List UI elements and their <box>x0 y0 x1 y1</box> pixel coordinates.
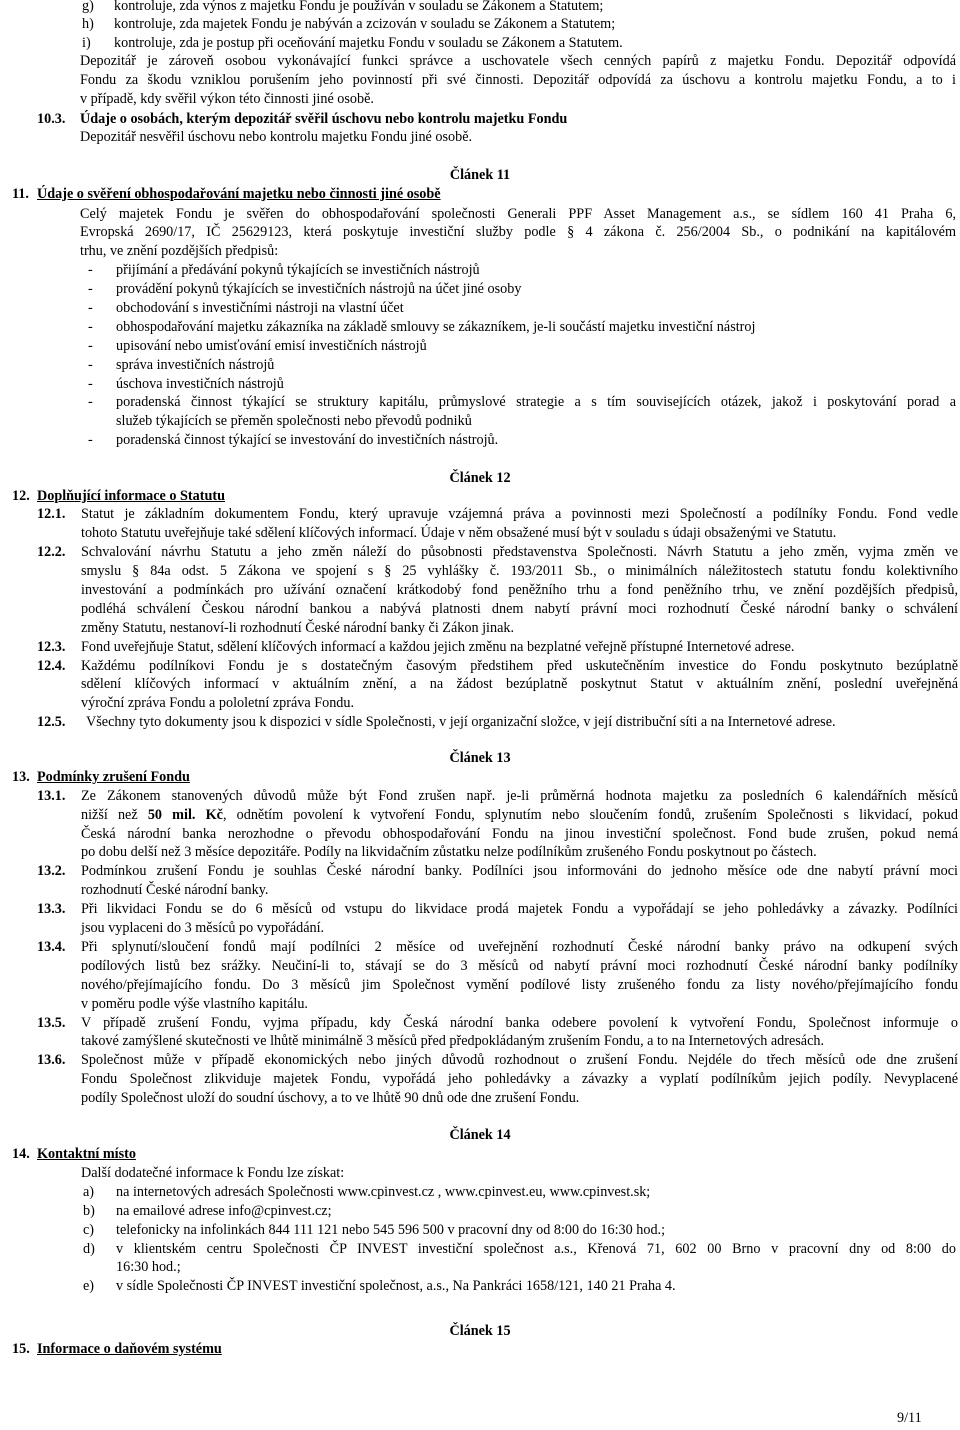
article-title: Podmínky zrušení Fondu <box>37 769 190 785</box>
section-number: 12.1. <box>37 506 66 522</box>
list-dash: - <box>88 338 93 354</box>
paragraph-line: podílových listů bez srážky. Neučiní-li to, stávají se do 3 měsíců od nabytí právní moci rozhodnutí České národní banky podílníky <box>81 958 958 974</box>
paragraph-line: Česká národní banka nerozhodne o převodu obhospodařování Fondu na jinou investiční společnost. Fond bude zrušen, pokud nemá <box>81 826 958 842</box>
list-marker: c) <box>83 1222 95 1238</box>
section-number: 13.6. <box>37 1052 66 1068</box>
article-heading: Článek 11 <box>449 167 511 183</box>
list-item: obchodování s investičními nástroji na vlastní účet <box>116 300 404 316</box>
list-marker: d) <box>83 1241 95 1257</box>
paragraph-line: Depozitář je zároveň osobou vykonávající funkci správce a uschovatele všech cenných papírů z majetku Fondu. Depozitář odpovídá <box>80 53 956 69</box>
paragraph-line: Statut je základním dokumentem Fondu, který upravuje vzájemná práva a povinnosti mezi Společností a podílníky Fondu. Fond vedle <box>81 506 958 522</box>
list-item: poradenská činnost týkající se investování do investičních nástrojů. <box>116 432 499 448</box>
paragraph-line: podléhá schválení Českou národní bankou a nabývá platnosti dnem nabytí právní moci rozhodnutí České národní banky o schválení <box>81 601 958 617</box>
list-dash: - <box>88 394 93 410</box>
article-title: Doplňující informace o Statutu <box>37 488 225 504</box>
paragraph-line: Podmínkou zrušení Fondu je souhlas České národní banky. Podílníci jsou informováni do jednoho měsíce ode dne nabytí právní moci <box>81 863 958 879</box>
list-item: na emailové adrese info@cpinvest.cz; <box>116 1203 332 1219</box>
paragraph-line <box>81 806 958 825</box>
list-dash: - <box>88 262 93 278</box>
paragraph-line: Celý majetek Fondu je svěřen do obhospodařování společnosti Generali PPF Asset Management a.s., se sídlem 160 41 Praha 6, <box>80 206 956 222</box>
page-number: 9/11 <box>897 1410 922 1426</box>
article-heading: Článek 13 <box>449 750 511 766</box>
list-dash: - <box>88 376 93 392</box>
paragraph-line: Při likvidaci Fondu se do 6 měsíců od vstupu do likvidace prodá majetek Fondu a vypořádají se jeho pohledávky a závazky. Podílníci <box>81 901 958 917</box>
list-marker: b) <box>83 1203 95 1219</box>
paragraph-line: takové zamýšlené skutečnosti ve lhůtě minimálně 3 měsíců před předpokládaným zrušením Fondu, a to na Internetových adresách. <box>81 1033 825 1049</box>
list-item-continuation: 16:30 hod.; <box>116 1259 181 1275</box>
list-dash: - <box>88 281 93 297</box>
list-marker: a) <box>83 1184 95 1200</box>
paragraph-line: rozhodnutí České národní banky. <box>81 882 269 898</box>
article-heading: Článek 15 <box>449 1323 511 1339</box>
paragraph-line: Ze Zákonem stanovených důvodů může být Fond zrušen např. je-li průměrná hodnota majetku za posledních 6 kalendářních měsíců <box>81 788 958 804</box>
paragraph-line: jsou vyplaceni do 3 měsíců po vypořádání. <box>81 920 325 936</box>
section-number: 12.2. <box>37 544 66 560</box>
paragraph-line: výroční zpráva Fondu a pololetní zpráva Fondu. <box>81 695 355 711</box>
paragraph-line: v poměru podle výše vlastního kapitálu. <box>81 996 308 1012</box>
article-number: 14. <box>12 1146 30 1162</box>
paragraph-line: Každému podílníkovi Fondu je s dostatečným časovým předstihem před uskutečněním investice do Fondu poskytnuto bezúplatně <box>81 658 958 674</box>
bold-amount: 50 mil. Kč <box>147 807 223 823</box>
article-number: 15. <box>12 1341 30 1357</box>
article-heading: Článek 14 <box>449 1127 511 1143</box>
list-marker-h: h) <box>82 16 94 32</box>
section-number: 13.1. <box>37 788 66 804</box>
list-item: správa investičních nástrojů <box>116 357 275 373</box>
list-item: úschova investičních nástrojů <box>116 376 284 392</box>
list-dash: - <box>88 300 93 316</box>
section-title: Údaje o osobách, kterým depozitář svěřil úschovu nebo kontrolu majetku Fondu <box>80 111 568 127</box>
article-title: Informace o daňovém systému <box>37 1341 222 1357</box>
paragraph-line: Evropská 2690/17, IČ 25629123, která poskytuje investiční služby podle § 4 zákona č. 256/2004 Sb., o podnikání na kapitálovém <box>80 224 956 240</box>
paragraph-line: v případě, kdy svěřil výkon této činnosti jiné osobě. <box>80 91 374 107</box>
list-dash: - <box>88 319 93 335</box>
list-item: telefonicky na infolinkách 844 111 121 nebo 545 596 500 v pracovní dny od 8:00 do 16:30 hod.; <box>116 1222 666 1238</box>
paragraph-line: Fondu Společnost zlikviduje majetek Fondu, vypořádá jeho pohledávky a závazky a vyplatí podílníkům jejich podíly. Nevyplacené <box>81 1071 958 1087</box>
section-number: 10.3. <box>37 111 66 127</box>
list-item: poradenská činnost týkající se struktury kapitálu, průmyslové strategie a s tím souvisejících otázek, jakož i poskytování porad a <box>116 394 956 410</box>
paragraph-line: Fondu za škodu vzniklou porušením jeho povinností při své činnosti. Depozitář odpovídá za úschovu a kontrolu majetku Fondu, a to i <box>80 72 956 88</box>
list-marker-i: i) <box>82 35 91 51</box>
article-title: Údaje o svěření obhospodařování majetku nebo činnosti jiné osobě <box>37 186 441 202</box>
paragraph-line: tohoto Statutu uveřejňuje také sdělení klíčových informací. Údaje v něm obsažené musí být v souladu s údaji obsaženými ve Statutu. <box>81 525 837 541</box>
list-item-i: kontroluje, zda je postup při oceňování majetku Fondu v souladu se Zákonem a Statutem. <box>114 35 623 51</box>
paragraph-line: Fond uveřejňuje Statut, sdělení klíčových informací a každou jejich změnu na bezplatné veřejně přístupné Internetové adrese. <box>81 639 795 655</box>
paragraph-line: investování a podmínkách pro užívání označení krátkodobý fond peněžního trhu a fond peněžního trhu, ve znění pozdějších předpisů, <box>81 582 958 598</box>
paragraph-line: V případě zrušení Fondu, vyjma případu, kdy Česká národní banka odebere povolení k vytvoření Fondu, Společnost informuje o <box>81 1015 958 1031</box>
paragraph-line: smyslu § 84a odst. 5 Zákona ve spojení s § 25 vyhlášky č. 193/2011 Sb., o minimálních náležitostech statutu fondu kolektivního <box>81 563 958 579</box>
article-number: 11. <box>12 186 29 202</box>
list-dash: - <box>88 432 93 448</box>
article-number: 13. <box>12 769 30 785</box>
section-number: 12.5. <box>37 714 66 730</box>
paragraph-line: Při splynutí/sloučení fondů mají podílníci 2 měsíce od uveřejnění rozhodnutí České národní banky právo na odkupení svých <box>81 939 958 955</box>
list-marker-g: g) <box>82 0 94 14</box>
paragraph-line: změny Statutu, nestanoví-li rozhodnutí České národní banky či Zákon jinak. <box>81 620 515 636</box>
list-item-h: kontroluje, zda majetek Fondu je nabýván a zcizován v souladu se Zákonem a Statutem; <box>114 16 616 32</box>
list-item: přijímání a předávání pokynů týkajících se investičních nástrojů <box>116 262 480 278</box>
section-number: 12.3. <box>37 639 66 655</box>
article-title: Kontaktní místo <box>37 1146 136 1162</box>
section-number: 12.4. <box>37 658 66 674</box>
text-run: nižší než <box>81 807 148 823</box>
list-item-continuation: služeb týkajících se přeměn společnosti nebo převodů podniků <box>116 413 472 429</box>
article-heading: Článek 12 <box>449 470 511 486</box>
paragraph-line: podíly Společnost uloží do soudní úschovy, a to ve lhůtě 90 dnů ode dne zrušení Fondu. <box>81 1090 580 1106</box>
article-number: 12. <box>12 488 30 504</box>
list-item: na internetových adresách Společnosti www.cpinvest.cz , www.cpinvest.eu, www.cpinvest.sk; <box>116 1184 651 1200</box>
text-run: , odnětím povolení k vytvoření Fondu, splynutím nebo sloučením fondů, zrušením Společnosti s likvidací, pokud <box>222 807 958 823</box>
paragraph-line: Společnost může v případě ekonomických nebo jiných důvodů rozhodnout o zrušení Fondu. Nejdéle do třech měsíců ode dne zrušení <box>81 1052 958 1068</box>
section-text: Depozitář nesvěřil úschovu nebo kontrolu majetku Fondu jiné osobě. <box>80 129 473 145</box>
paragraph-line: po dobu delší než 3 měsíce depozitáře. Podíly na likvidačním zůstatku nelze podílníkům zrušeného Fondu poskytnout po částech. <box>81 844 817 860</box>
paragraph-line: Schvalování návrhu Statutu a jeho změn náleží do působnosti představenstva Společnosti. Návrh Statutu a jeho změn, vyjma změn ve <box>81 544 958 560</box>
list-item: v klientském centru Společnosti ČP INVEST investiční společnost a.s., Křenová 71, 602 00 Brno v pracovní dny od 8:00 do <box>116 1241 956 1257</box>
list-item: v sídle Společnosti ČP INVEST investiční společnost, a.s., Na Pankráci 1658/121, 140 21 Praha 4. <box>116 1278 676 1294</box>
paragraph-line: Další dodatečné informace k Fondu lze získat: <box>81 1165 345 1181</box>
list-item: upisování nebo umisťování emisí investičních nástrojů <box>116 338 427 354</box>
section-number: 13.4. <box>37 939 66 955</box>
list-dash: - <box>88 357 93 373</box>
list-item: provádění pokynů týkajících se investičních nástrojů na účet jiné osoby <box>116 281 522 297</box>
section-number: 13.5. <box>37 1015 66 1031</box>
section-number: 13.2. <box>37 863 66 879</box>
list-item: obhospodařování majetku zákazníka na základě smlouvy se zákazníkem, je-li součástí majetku investiční nástroj <box>116 319 756 335</box>
paragraph-line: trhu, ve znění pozdějších předpisů: <box>80 243 279 259</box>
paragraph-line: Všechny tyto dokumenty jsou k dispozici v sídle Společnosti, v její organizační složce, v její distribuční síti a na Internetové adrese. <box>86 714 836 730</box>
section-number: 13.3. <box>37 901 66 917</box>
list-marker: e) <box>83 1278 95 1294</box>
paragraph-line: nového/přejímajícího fondu. Do 3 měsíců jim Společnost vymění podílové listy zrušeného fondu za listy nového/přejímajícího fondu <box>81 977 958 993</box>
list-item-g: kontroluje, zda výnos z majetku Fondu je používán v souladu se Zákonem a Statutem; <box>114 0 604 14</box>
paragraph-line: sdělení klíčových informací v aktuálním znění, a na žádost bezúplatně poskytnut Statut v aktuálním znění, poslední uveřejněná <box>81 676 958 692</box>
